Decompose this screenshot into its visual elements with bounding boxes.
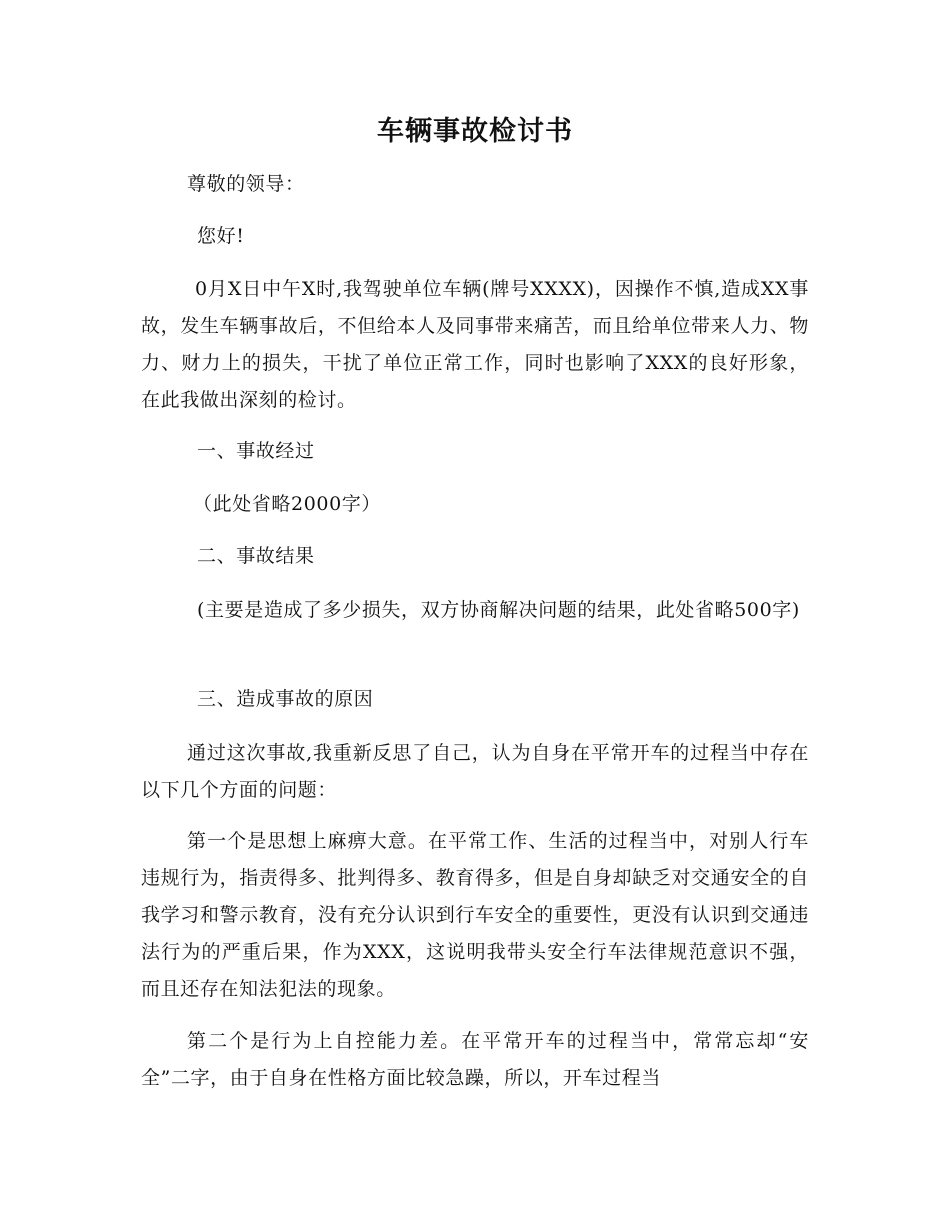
section-heading-3: 三、造成事故的原因 [197, 688, 374, 710]
section-note-2: (主要是造成了多少损失，双方协商解决问题的结果，此处省略500字) [197, 599, 800, 621]
salutation: 尊敬的领导： [187, 173, 305, 195]
greeting: 您好! [197, 225, 245, 247]
section-heading-1: 一、事故经过 [197, 440, 315, 462]
section3-intro-paragraph: 通过这次事故,我重新反思了自己，认为自身在平常开车的过程当中存在以下几个方面的问题： [141, 742, 809, 801]
section-heading-2: 二、事故结果 [197, 545, 315, 567]
section-note-1: （此处省略2000字） [193, 493, 381, 515]
document-title: 车辆事故检讨书 [377, 116, 573, 147]
reason-paragraph-2: 第二个是行为上自控能力差。在平常开车的过程当中，常常忘却“安全”二字，由于自身在性格方面比较急躁，所以，开车过程当 [141, 1030, 809, 1089]
reason-paragraph-1: 第一个是思想上麻痹大意。在平常工作、生活的过程当中，对别人行车违规行为，指责得多、批判得多、教育得多，但是自身却缺乏对交通安全的自我学习和警示教育，没有充分认识到行车安全的重要性，更没有认识到交通违法行为的严重后果，作为XXX，这说明我带头安全行车法律规范意识不强，而且还存在知法犯法的现象。 [141, 830, 809, 1000]
intro-paragraph: 0月X日中午X时,我驾驶单位车辆(牌号XXXX)，因操作不慎,造成XX事故，发生车辆事故后，不但给本人及同事带来痛苦，而且给单位带来人力、物力、财力上的损失，干扰了单位正常工作，同时也影响了XXX的良好形象，在此我做出深刻的检讨。 [141, 278, 809, 411]
